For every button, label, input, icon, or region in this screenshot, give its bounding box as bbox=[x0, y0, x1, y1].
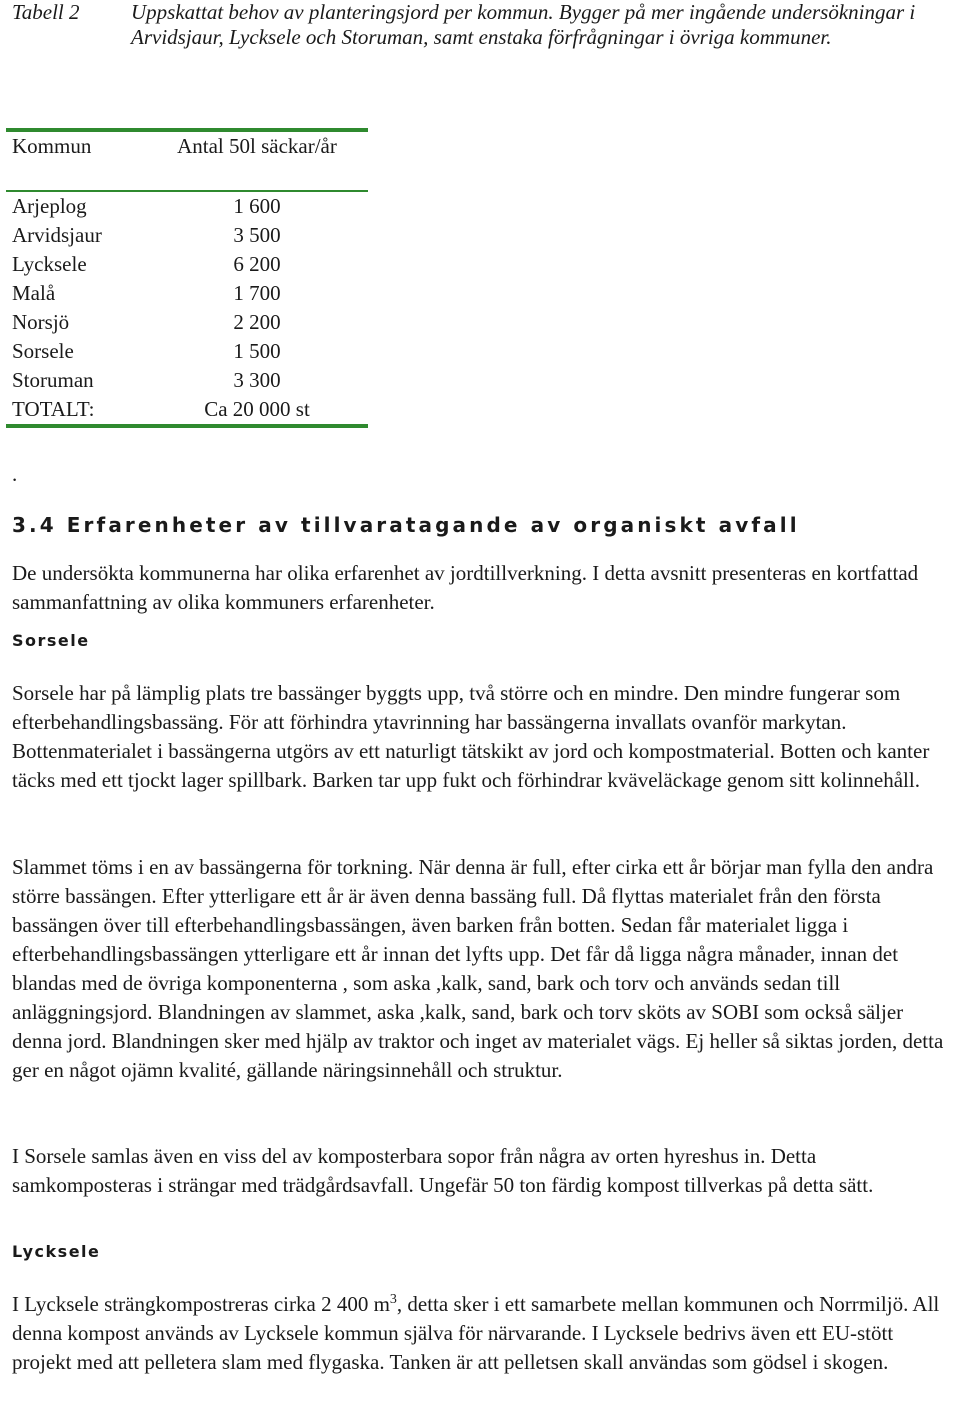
table-row-name: Arvidsjaur bbox=[12, 223, 102, 247]
sorsele-paragraph-2: Slammet töms i en av bassängerna för torkning. När denna är full, efter cirka ett år börjar man fylla den andra större bassängen. Efter ytterligare ett år är även denna bassäng full. Då flyttas materialet från den första bassängen över till efterbehandlingsbassängen, även barken från botten. Sedan får materialet ligga i efterbehandlingsbassängen ytterligare ett år innan det lyfts upp. Det får då ligga några månader, innan det blandas med de övriga komponenterna , som aska ,kalk, sand, bark och torv och används sedan till anläggningsjord. Blandningen av slammet, aska ,kalk, sand, bark och torv sköts av SOBI som också säljer denna jord. Blandningen sker med hjälp av traktor och inget av materialet vägs. Ej heller så siktas jorden, detta ger en något ojämn kvalité, gällande näringsinnehåll och struktur. bbox=[12, 855, 944, 1082]
table-row-value: 1 700 bbox=[233, 281, 281, 305]
section-heading: 3.4 Erfarenheter av tillvaratagande av organiskt avfall bbox=[12, 513, 800, 537]
stray-period: . bbox=[12, 462, 18, 486]
lycksele-paragraph bbox=[12, 1290, 957, 1377]
table-bottom-rule bbox=[6, 424, 368, 428]
table-row-name: Lycksele bbox=[12, 252, 87, 276]
table-row-value: 1 600 bbox=[233, 194, 281, 218]
table-caption-text: Uppskattat behov av planteringsjord per kommun. Bygger på mer ingående undersökningar i Arvidsjaur, Lycksele och Storuman, samt enstaka förfrågningar i övriga kommuner. bbox=[131, 0, 916, 49]
table-number: Tabell 2 bbox=[12, 0, 80, 24]
table-row-value: 6 200 bbox=[233, 252, 281, 276]
lycksele-text-rest: , detta sker i ett samarbete mellan kommunen och Norrmiljö. All denna kompost används av Lycksele kommun själva för närvarande. I Lycksele bedrivs även ett EU-stött projekt med att pelletera slam med flygaska. Tanken är att pelletsen skall användas som gödsel i skogen. bbox=[12, 1292, 940, 1374]
table-row-value: 2 200 bbox=[233, 310, 281, 334]
table-row-name: Malå bbox=[12, 281, 56, 305]
table-row-name: Storuman bbox=[12, 368, 94, 392]
table-header-kommun: Kommun bbox=[12, 134, 92, 158]
table-row-value: 3 300 bbox=[233, 368, 281, 392]
table-row-value: 3 500 bbox=[233, 223, 281, 247]
table-total-label: TOTALT: bbox=[12, 397, 95, 421]
section-intro-paragraph: De undersökta kommunerna har olika erfarenhet av jordtillverkning. I detta avsnitt presenteras en kortfattad sammanfattning av olika kommuners erfarenheter. bbox=[12, 561, 919, 614]
table-row-value: 1 500 bbox=[233, 339, 281, 363]
table-row-name: Norsjö bbox=[12, 310, 70, 334]
table-total-value: Ca 20 000 st bbox=[204, 397, 310, 421]
table-row-name: Sorsele bbox=[12, 339, 74, 363]
sorsele-paragraph-1: Sorsele har på lämplig plats tre bassänger byggts upp, två större och en mindre. Den mindre fungerar som efterbehandlingsbassäng. För att förhindra ytavrinning har bassängerna invallats ovanför markytan. Bottenmaterialet i bassängerna utgörs av ett naturligt tätskikt av jord och kompostmaterial. Botten och kanter täcks med ett tjockt lager spillbark. Barken tar upp fukt och förhindrar kväveläckage genom sitt kolinnehåll. bbox=[12, 681, 930, 792]
table-row-name: Arjeplog bbox=[12, 194, 87, 218]
subheading-lycksele: Lycksele bbox=[12, 1242, 101, 1261]
table-header-antal: Antal 50l säckar/år bbox=[177, 134, 337, 158]
subheading-sorsele: Sorsele bbox=[12, 631, 90, 650]
cubic-superscript: 3 bbox=[389, 1292, 397, 1307]
lycksele-text-start: I Lycksele strängkompostreras cirka 2 400 m bbox=[12, 1292, 390, 1316]
sorsele-paragraph-3: I Sorsele samlas även en viss del av komposterbara sopor från några av orten hyreshus in. Detta samkomposteras i strängar med trädgårdsavfall. Ungefär 50 ton färdig kompost tillverkas på detta sätt. bbox=[12, 1144, 874, 1197]
